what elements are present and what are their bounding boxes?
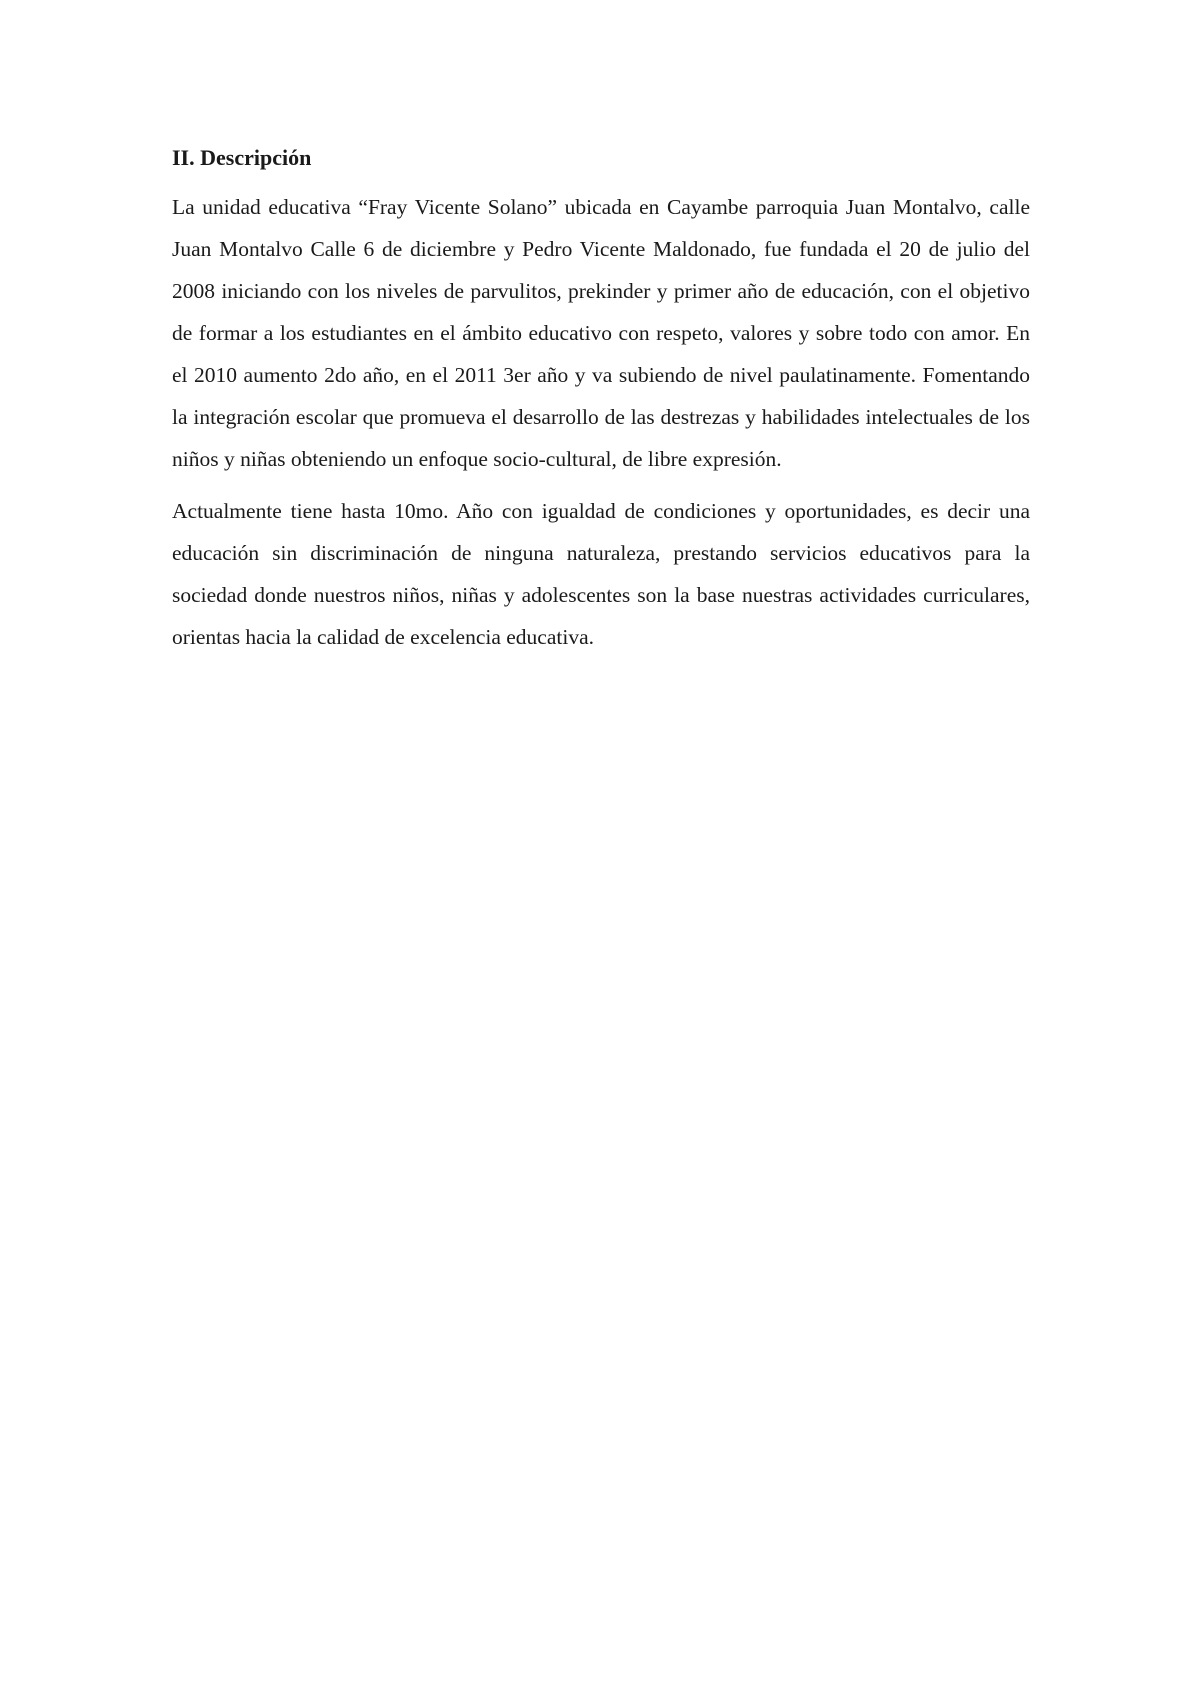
- document-body: [172, 140, 1030, 668]
- paragraph-current: Actualmente tiene hasta 10mo. Año con igualdad de condiciones y oportunidades, es decir una educación sin discriminación de ninguna naturaleza, prestando servicios educativos para la sociedad donde nuestros niños, niñas y adolescentes son la base nuestras actividades curriculares, orientas hacia la calidad de excelencia educativa.: [172, 499, 1030, 649]
- paragraph-history: La unidad educativa “Fray Vicente Solano” ubicada en Cayambe parroquia Juan Montalvo, calle Juan Montalvo Calle 6 de diciembre y Pedro Vicente Maldonado, fue fundada el 20 de julio del 2008 iniciando con los niveles de parvulitos, prekinder y primer año de educación, con el objetivo de formar a los estudiantes en el ámbito educativo con respeto, valores y sobre todo con amor. En el 2010 aumento 2do año, en el 2011 3er año y va subiendo de nivel paulatinamente. Fomentando la integración escolar que promueva el desarrollo de las destrezas y habilidades intelectuales de los niños y niñas obteniendo un enfoque socio-cultural, de libre expresión.: [172, 195, 1030, 471]
- section-heading: II. Descripción: [172, 145, 312, 170]
